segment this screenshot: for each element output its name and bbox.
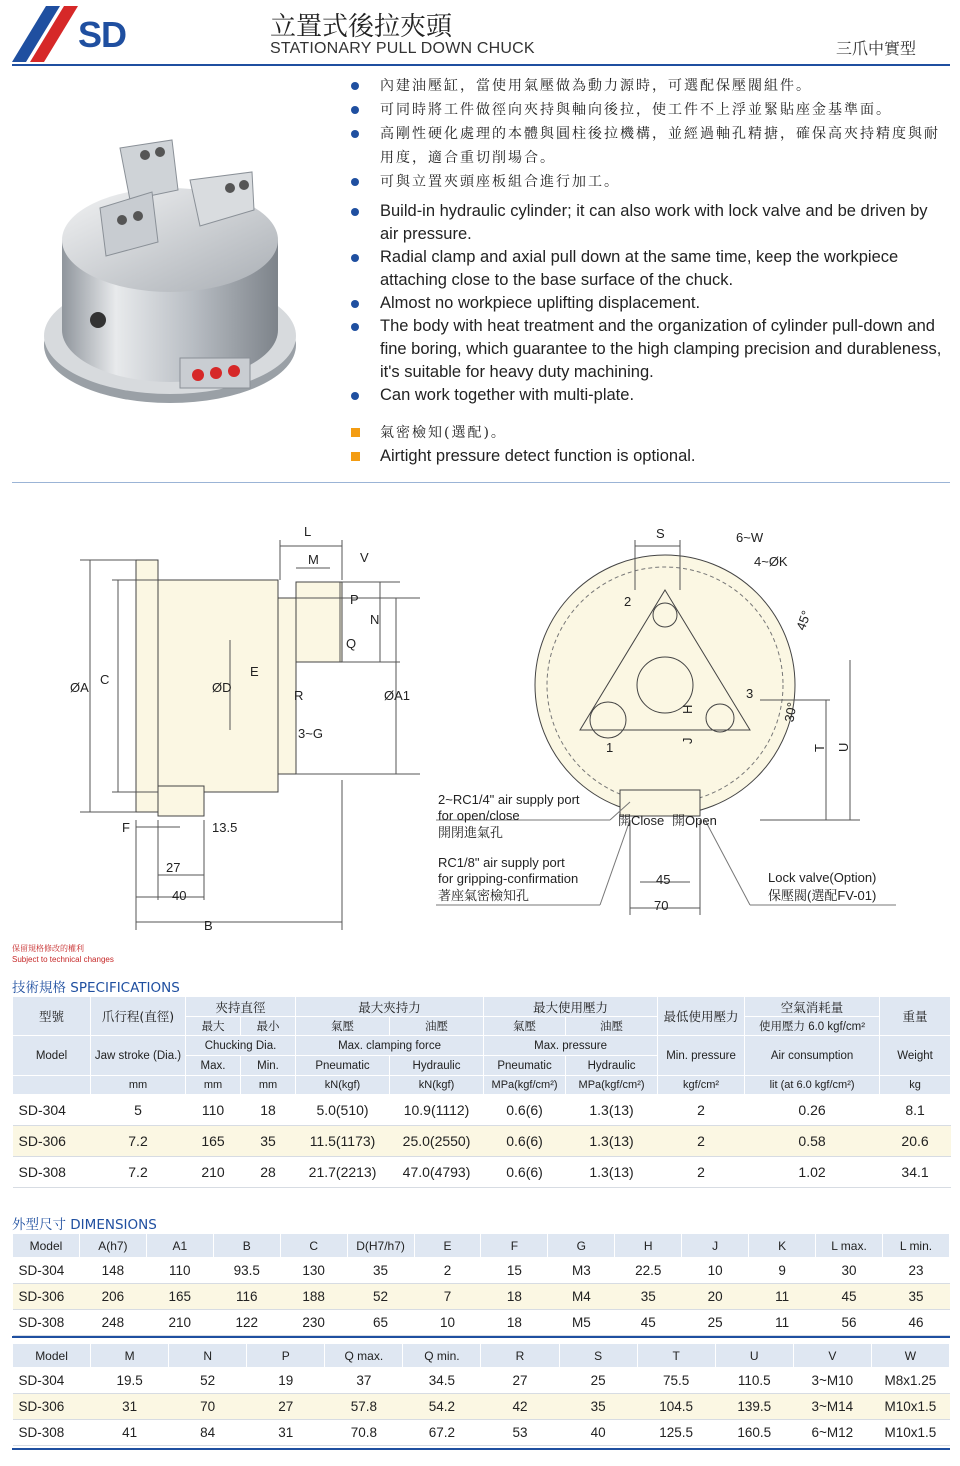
option-en: Airtight pressure detect function is optional.: [348, 445, 943, 468]
spec-h-model-zh: 型號: [13, 997, 91, 1036]
table-cell: 93.5: [213, 1258, 280, 1284]
table-row: [13, 1284, 950, 1310]
spec-unit-max: mm: [186, 1076, 241, 1095]
spec-unit-fh: kN(kgf): [390, 1076, 484, 1095]
spec-h-force-zh: 最大夾持力: [296, 997, 484, 1017]
table-cell: 1.3(13): [566, 1126, 658, 1157]
spec-h-pres-zh: 最大使用壓力: [484, 997, 658, 1017]
table-cell: 42: [481, 1394, 559, 1420]
table-cell: 165: [146, 1284, 213, 1310]
table-cell: 139.5: [715, 1394, 793, 1420]
table-cell: 52: [347, 1284, 414, 1310]
spec-unit-ph: MPa(kgf/cm²): [566, 1076, 658, 1095]
dim-label-40: 40: [172, 888, 187, 903]
dim-label-27: 27: [166, 860, 181, 875]
table-cell: 84: [169, 1420, 247, 1446]
spec-h-force-en: Max. clamping force: [296, 1036, 484, 1056]
table-cell: 46: [882, 1310, 949, 1336]
spec-h-hyd-en: Hydraulic: [390, 1056, 484, 1076]
table-cell: 248: [79, 1310, 146, 1336]
table-cell: 54.2: [403, 1394, 481, 1420]
table-cell: 6~M12: [793, 1420, 871, 1446]
table-cell: SD-308: [13, 1310, 80, 1336]
spec-header-row-1: [13, 997, 951, 1017]
spec-h-chuck-zh: 夾持直徑: [186, 997, 296, 1017]
spec-h-hyd2-en: Hydraulic: [566, 1056, 658, 1076]
spec-h-hyd2-zh: 油壓: [566, 1017, 658, 1036]
dim-label-45deg: 45°: [793, 608, 814, 633]
table-cell: 53: [481, 1420, 559, 1446]
table-cell: 25: [559, 1368, 637, 1394]
table-cell: 1.02: [745, 1157, 880, 1188]
dim-label-b: B: [204, 918, 213, 933]
table-cell: 56: [816, 1310, 883, 1336]
table-cell: 10.9(1112): [390, 1095, 484, 1126]
dim2-body-header-cell: S: [559, 1344, 637, 1368]
dim1-body-header-cell: Model: [13, 1234, 80, 1258]
product-photo: [40, 130, 300, 420]
table-cell: 0.6(6): [484, 1157, 566, 1188]
table-cell: 35: [347, 1258, 414, 1284]
dim-label-t: T: [812, 744, 827, 752]
page-title-zh: 立置式後拉夾頭: [270, 12, 453, 42]
dim-label-e: E: [250, 664, 259, 679]
dim-label-k: 4~ØK: [754, 554, 788, 569]
table-cell: 20: [682, 1284, 749, 1310]
dim-label-f: F: [122, 820, 130, 835]
dim2-body-header-cell: U: [715, 1344, 793, 1368]
table-cell: 125.5: [637, 1420, 715, 1446]
port1-line2: for open/close: [438, 808, 520, 823]
table-cell: 210: [146, 1310, 213, 1336]
dimension-table-1: [12, 1233, 950, 1336]
dimension-rule-2: [12, 1448, 950, 1450]
table-cell: 41: [91, 1420, 169, 1446]
table-row: [13, 1095, 951, 1126]
table-cell: 35: [241, 1126, 296, 1157]
table-cell: 0.6(6): [484, 1095, 566, 1126]
dim-label-p: P: [350, 592, 359, 607]
dim2-body-header-cell: Model: [13, 1344, 91, 1368]
dim2-body-header-cell: T: [637, 1344, 715, 1368]
dim2-body-header-cell: M: [91, 1344, 169, 1368]
table-cell: 23: [882, 1258, 949, 1284]
jaw-number-3: 3: [746, 686, 754, 701]
table-cell: 37: [325, 1368, 403, 1394]
table-cell: 122: [213, 1310, 280, 1336]
port2-line2: for gripping-confirmation: [438, 871, 579, 886]
dim-label-a1: ØA1: [384, 688, 411, 703]
dim-title: 外型尺寸 DIMENSIONS: [12, 1217, 157, 1233]
dim1-body-header-cell: A(h7): [79, 1234, 146, 1258]
dim-label-45: 45: [656, 872, 671, 887]
table-cell: SD-306: [13, 1394, 91, 1420]
dim1-body-header-cell: L min.: [882, 1234, 949, 1258]
table-cell: 70.8: [325, 1420, 403, 1446]
dim1-body-header-cell: L max.: [816, 1234, 883, 1258]
dim2-body-header-cell: P: [247, 1344, 325, 1368]
table-cell: 35: [559, 1394, 637, 1420]
table-cell: 31: [247, 1420, 325, 1446]
table-cell: 188: [280, 1284, 347, 1310]
table-cell: 18: [481, 1284, 548, 1310]
jaw-number-1: 1: [606, 740, 614, 755]
lock-valve-line2: 保壓閥(選配FV-01): [768, 888, 877, 903]
table-cell: 2: [414, 1258, 481, 1284]
jaw-number-2: 2: [624, 594, 632, 609]
spec-h-pneu2-en: Pneumatic: [484, 1056, 566, 1076]
table-cell: 9: [749, 1258, 816, 1284]
spec-unit-model: [13, 1076, 91, 1095]
lock-valve-line1: Lock valve(Option): [768, 870, 877, 885]
option-zh: 氣密檢知(選配)。: [348, 421, 943, 445]
table-cell: 34.5: [403, 1368, 481, 1394]
spec-h-weight-en: Weight: [880, 1036, 951, 1076]
table-cell: 19.5: [91, 1368, 169, 1394]
table-cell: SD-304: [13, 1368, 91, 1394]
table-cell: 22.5: [615, 1258, 682, 1284]
dimension-table-2: [12, 1343, 950, 1446]
dim-label-j: J: [680, 737, 695, 744]
table-cell: 0.6(6): [484, 1126, 566, 1157]
dim-label-13-5: 13.5: [212, 820, 238, 835]
table-cell: 18: [241, 1095, 296, 1126]
port2-line3: 著座氣密檢知孔: [438, 888, 530, 903]
spec-h-stroke-zh: 爪行程(直徑): [91, 997, 186, 1036]
port1-line3: 開閉進氣孔: [438, 825, 504, 840]
table-cell: 11.5(1173): [296, 1126, 390, 1157]
spec-h-hyd-zh: 油壓: [390, 1017, 484, 1036]
dim1-body-header-cell: G: [548, 1234, 615, 1258]
table-cell: 7.2: [91, 1126, 186, 1157]
table-cell: 28: [241, 1157, 296, 1188]
dim-label-q: Q: [346, 636, 357, 651]
table-cell: 2: [658, 1095, 745, 1126]
dim-label-l: L: [304, 524, 312, 539]
table-cell: M10x1.5: [871, 1420, 949, 1446]
dim-label-u: U: [836, 742, 851, 752]
table-cell: 25.0(2550): [390, 1126, 484, 1157]
dim1-body-header-cell: B: [213, 1234, 280, 1258]
spec-h-pres-en: Max. pressure: [484, 1036, 658, 1056]
table-cell: 165: [186, 1126, 241, 1157]
dim-label-w: 6~W: [736, 530, 764, 545]
logo-text: SD: [78, 14, 127, 55]
table-cell: 20.6: [880, 1126, 951, 1157]
dim2-body-header: [13, 1344, 950, 1368]
spec-unit-fp: kN(kgf): [296, 1076, 390, 1095]
table-cell: M10x1.5: [871, 1394, 949, 1420]
dim1-body-header-cell: H: [615, 1234, 682, 1258]
table-row: [13, 1258, 950, 1284]
dim1-body-header-cell: C: [280, 1234, 347, 1258]
spec-unit-row: [13, 1076, 951, 1095]
note-en: Subject to technical changes: [12, 955, 114, 964]
port-close-label: 開Close: [618, 813, 665, 828]
feature-en-4: The body with heat treatment and the organization of cylinder pull-down and fine boring, which guarantee to the high clamping precision and durableness, it's suitable for heavy duty machining.: [348, 315, 943, 384]
dim1-body-header-cell: J: [682, 1234, 749, 1258]
table-cell: 21.7(2213): [296, 1157, 390, 1188]
dim-label-70: 70: [654, 898, 669, 913]
table-cell: 18: [481, 1310, 548, 1336]
table-cell: 160.5: [715, 1420, 793, 1446]
spec-table: [12, 996, 951, 1188]
port2-line1: RC1/8" air supply port: [438, 855, 565, 870]
spec-h-stroke-en: Jaw stroke (Dia.): [91, 1036, 186, 1076]
dim2-body-header-cell: Q min.: [403, 1344, 481, 1368]
table-cell: 31: [91, 1394, 169, 1420]
table-cell: SD-304: [13, 1258, 80, 1284]
feature-zh-1: 內建油壓缸，當使用氣壓做為動力源時，可選配保壓閥組件。: [348, 74, 943, 98]
table-cell: 10: [414, 1310, 481, 1336]
table-cell: M3: [548, 1258, 615, 1284]
dim-label-n: N: [370, 612, 380, 627]
table-cell: 130: [280, 1258, 347, 1284]
dim2-body-header-cell: W: [871, 1344, 949, 1368]
table-cell: 75.5: [637, 1368, 715, 1394]
table-cell: 45: [816, 1284, 883, 1310]
spec-h-air-en: Air consumption: [745, 1036, 880, 1076]
feature-list: [348, 74, 943, 468]
spec-h-minp-en: Min. pressure: [658, 1036, 745, 1076]
dim2-body: [13, 1344, 950, 1446]
spec-h-chuck-en: Chucking Dia.: [186, 1036, 296, 1056]
port-open-label: 開Open: [672, 813, 717, 828]
page-title-en: STATIONARY PULL DOWN CHUCK: [270, 40, 535, 57]
table-cell: 11: [749, 1310, 816, 1336]
dim-label-c: C: [100, 672, 110, 687]
note-zh: 保留規格修改的權利: [12, 944, 84, 953]
spec-h-max-en: Max.: [186, 1056, 241, 1076]
table-row: [13, 1420, 950, 1446]
dim1-body-header: [13, 1234, 950, 1258]
dim1-body-header-cell: D(H7/h7): [347, 1234, 414, 1258]
table-row: [13, 1126, 951, 1157]
table-cell: 10: [682, 1258, 749, 1284]
table-cell: 35: [615, 1284, 682, 1310]
table-row: [13, 1394, 950, 1420]
dim-label-s: S: [656, 526, 665, 541]
table-cell: 25: [682, 1310, 749, 1336]
table-cell: 210: [186, 1157, 241, 1188]
table-cell: 40: [559, 1420, 637, 1446]
dim2-body-header-cell: Q max.: [325, 1344, 403, 1368]
table-cell: 206: [79, 1284, 146, 1310]
spec-body: [13, 1095, 951, 1188]
table-row: [13, 1310, 950, 1336]
table-row: [13, 1157, 951, 1188]
section-divider: [12, 482, 950, 483]
table-cell: SD-308: [13, 1420, 91, 1446]
dim2-body-header-cell: R: [481, 1344, 559, 1368]
change-note: [12, 943, 114, 965]
table-cell: 2: [658, 1126, 745, 1157]
table-cell: 110.5: [715, 1368, 793, 1394]
table-cell: M4: [548, 1284, 615, 1310]
table-cell: 2: [658, 1157, 745, 1188]
table-cell: 8.1: [880, 1095, 951, 1126]
table-cell: 5.0(510): [296, 1095, 390, 1126]
dim1-body-header-cell: A1: [146, 1234, 213, 1258]
page-header: [0, 0, 960, 70]
spec-h-air-sub-zh: 使用壓力 6.0 kgf/cm²: [745, 1017, 880, 1036]
dim-label-r: R: [294, 688, 304, 703]
spec-unit-w: kg: [880, 1076, 951, 1095]
feature-zh-3: 高剛性硬化處理的本體與圓柱後拉機構，並經過軸孔精搪，確保高夾持精度與耐用度，適合重切削場合。: [348, 122, 943, 170]
feature-zh-2: 可同時將工件做徑向夾持與軸向後拉，使工件不上浮並緊貼座金基準面。: [348, 98, 943, 122]
dim-label-g: 3~G: [298, 726, 323, 741]
side-view-drawing: [40, 520, 440, 940]
table-cell: M8x1.25: [871, 1368, 949, 1394]
spec-unit-stroke: mm: [91, 1076, 186, 1095]
table-cell: SD-306: [13, 1126, 91, 1157]
dim-label-30deg: 30°: [781, 701, 800, 724]
table-cell: 110: [146, 1258, 213, 1284]
table-cell: 27: [481, 1368, 559, 1394]
spec-h-pneu-zh: 氣壓: [296, 1017, 390, 1036]
table-cell: 7.2: [91, 1157, 186, 1188]
table-cell: 7: [414, 1284, 481, 1310]
table-cell: 3~M14: [793, 1394, 871, 1420]
dim-label-h: H: [680, 704, 695, 714]
table-cell: 3~M10: [793, 1368, 871, 1394]
table-cell: 110: [186, 1095, 241, 1126]
table-cell: 67.2: [403, 1420, 481, 1446]
spec-header-row-3: [13, 1036, 951, 1056]
table-cell: 70: [169, 1394, 247, 1420]
spec-h-min-zh: 最小: [241, 1017, 296, 1036]
dim1-body-header-cell: F: [481, 1234, 548, 1258]
table-cell: 116: [213, 1284, 280, 1310]
table-cell: 27: [247, 1394, 325, 1420]
table-cell: 148: [79, 1258, 146, 1284]
front-view-drawing: [430, 520, 950, 920]
table-cell: 0.26: [745, 1095, 880, 1126]
dim2-body-header-cell: V: [793, 1344, 871, 1368]
table-cell: 52: [169, 1368, 247, 1394]
feature-en-5: Can work together with multi-plate.: [348, 384, 943, 407]
table-cell: 104.5: [637, 1394, 715, 1420]
table-row: [13, 1368, 950, 1394]
dim1-body-header-cell: K: [749, 1234, 816, 1258]
feature-en-3: Almost no workpiece uplifting displacement.: [348, 292, 943, 315]
feature-zh-4: 可與立置夾頭座板組合進行加工。: [348, 170, 943, 194]
table-cell: M5: [548, 1310, 615, 1336]
feature-en-2: Radial clamp and axial pull down at the same time, keep the workpiece attaching close to the base surface of the chuck.: [348, 246, 943, 292]
spec-unit-pp: MPa(kgf/cm²): [484, 1076, 566, 1095]
spec-h-min-en: Min.: [241, 1056, 296, 1076]
spec-unit-air: lit (at 6.0 kgf/cm²): [745, 1076, 880, 1095]
dim-label-a: ØA: [70, 680, 89, 695]
table-cell: 11: [749, 1284, 816, 1310]
table-cell: 47.0(4793): [390, 1157, 484, 1188]
spec-h-pneu-en: Pneumatic: [296, 1056, 390, 1076]
table-cell: 30: [816, 1258, 883, 1284]
table-cell: 34.1: [880, 1157, 951, 1188]
table-cell: SD-304: [13, 1095, 91, 1126]
table-cell: 45: [615, 1310, 682, 1336]
spec-title: 技術規格 SPECIFICATIONS: [12, 980, 180, 996]
table-cell: 230: [280, 1310, 347, 1336]
table-cell: SD-306: [13, 1284, 80, 1310]
spec-h-max-zh: 最大: [186, 1017, 241, 1036]
dim-label-v: V: [360, 550, 369, 565]
spec-h-air-zh: 空氣消耗量: [745, 997, 880, 1017]
table-cell: 5: [91, 1095, 186, 1126]
table-cell: SD-308: [13, 1157, 91, 1188]
spec-h-minp-zh: 最低使用壓力: [658, 997, 745, 1036]
table-cell: 57.8: [325, 1394, 403, 1420]
port1-line1: 2~RC1/4" air supply port: [438, 792, 580, 807]
table-cell: 15: [481, 1258, 548, 1284]
page-subtitle: 三爪中實型: [835, 39, 916, 58]
header-rule: [12, 64, 950, 66]
dim1-body-header-cell: E: [414, 1234, 481, 1258]
dimension-rule-1: [12, 1336, 950, 1338]
spec-unit-min: mm: [241, 1076, 296, 1095]
table-cell: 0.58: [745, 1126, 880, 1157]
dim2-body-header-cell: N: [169, 1344, 247, 1368]
spec-h-model-en: Model: [13, 1036, 91, 1076]
table-cell: 65: [347, 1310, 414, 1336]
table-cell: 1.3(13): [566, 1095, 658, 1126]
table-cell: 19: [247, 1368, 325, 1394]
spec-unit-minp: kgf/cm²: [658, 1076, 745, 1095]
dim-label-d: ØD: [212, 680, 232, 695]
spec-h-weight-zh: 重量: [880, 997, 951, 1036]
table-cell: 35: [882, 1284, 949, 1310]
spec-h-pneu2-zh: 氣壓: [484, 1017, 566, 1036]
feature-en-1: Build-in hydraulic cylinder; it can also work with lock valve and be driven by air pressure.: [348, 200, 943, 246]
table-cell: 1.3(13): [566, 1157, 658, 1188]
dim1-body: [13, 1234, 950, 1336]
dim-label-m: M: [308, 552, 319, 567]
